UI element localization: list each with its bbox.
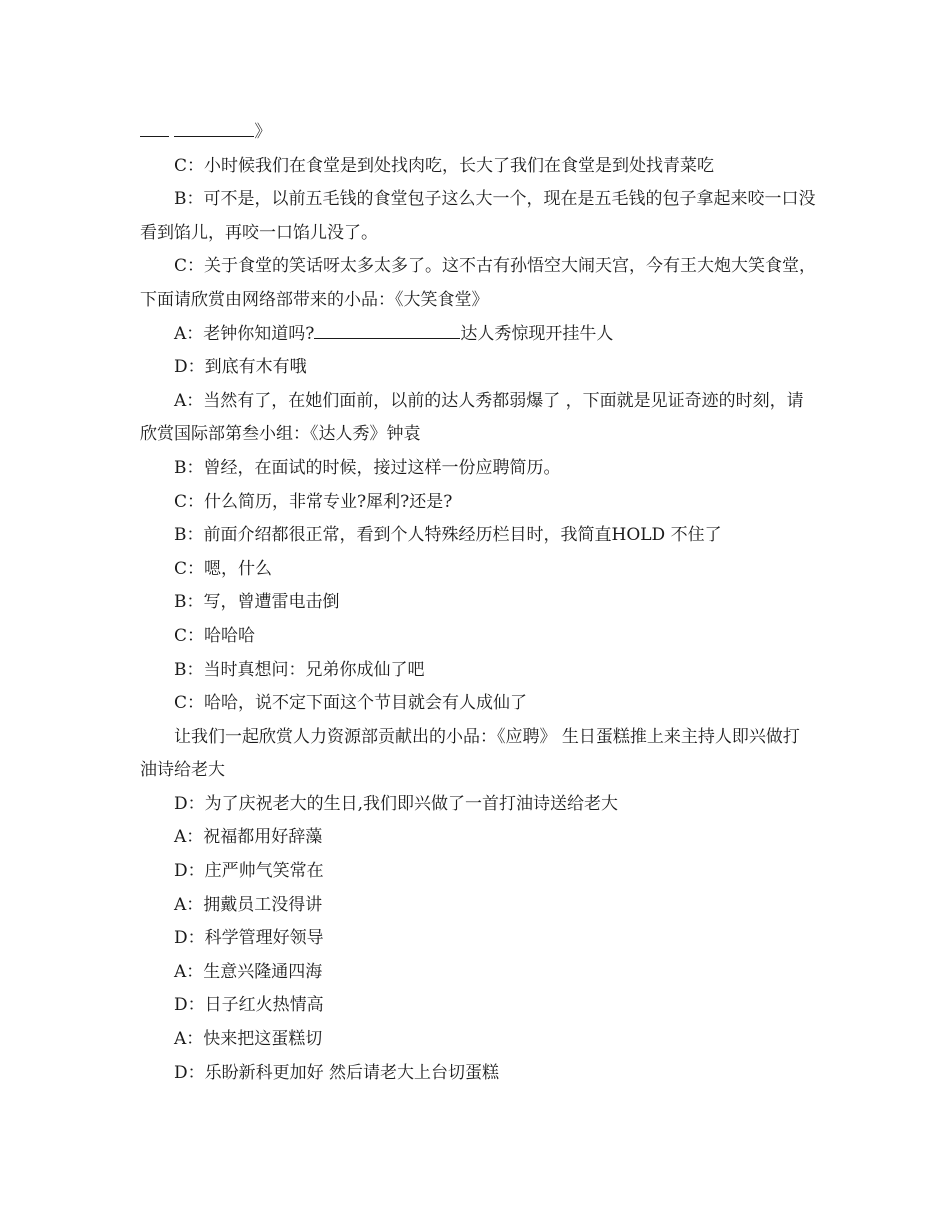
dialogue-paragraph: C：嗯，什么 <box>174 558 273 579</box>
document-body <box>140 116 816 1090</box>
dialogue-paragraph: B：前面介绍都很正常，看到个人特殊经历栏目时，我简直HOLD 不住了 <box>174 525 722 546</box>
top-fragment-line <box>140 116 816 150</box>
blank-line-suffix: 达人秀惊现开挂牛人 <box>460 323 614 344</box>
poem-line: A：拥戴员工没得讲 <box>174 894 323 915</box>
dialogue-paragraph: D：到底有木有哦 <box>174 357 307 378</box>
closing-bracket: 》 <box>254 122 272 142</box>
dialogue-paragraph-with-blank <box>140 318 816 352</box>
fill-in-blank <box>140 116 169 137</box>
dialogue-paragraph: D：为了庆祝老大的生日,我们即兴做了一首打油诗送给老大 <box>174 793 619 814</box>
poem-line: D：乐盼新科更加好 然后请老大上台切蛋糕 <box>174 1062 500 1083</box>
narration-paragraph: 让我们一起欣赏人力资源部贡献出的小品：《应聘》 生日蛋糕推上来主持人即兴做打油诗给老大 <box>140 726 800 781</box>
dialogue-paragraph: B：曾经，在面试的时候，接过这样一份应聘简历。 <box>174 457 561 478</box>
poem-line: A：快来把这蛋糕切 <box>174 1029 323 1050</box>
dialogue-paragraph: B：写，曾遭雷电击倒 <box>174 592 340 613</box>
dialogue-paragraph: C：什么简历，非常专业?犀利?还是? <box>174 491 453 512</box>
dialogue-paragraph: B：可不是，以前五毛钱的食堂包子这么大一个，现在是五毛钱的包子拿起来咬一口没看到馅儿，再咬一口馅儿没了。 <box>140 189 816 243</box>
poem-line: A：祝福都用好辞藻 <box>174 827 323 848</box>
dialogue-paragraph: C：关于食堂的笑话呀太多太多了。这不古有孙悟空大闹天宫，今有王大炮大笑食堂，下面请欣赏由网络部带来的小品：《大笑食堂》 <box>140 256 817 310</box>
dialogue-paragraph: C：哈哈哈 <box>174 625 256 646</box>
dialogue-paragraph: C：哈哈，说不定下面这个节目就会有人成仙了 <box>174 693 528 714</box>
poem-line: A：生意兴隆通四海 <box>174 961 323 982</box>
fill-in-blank <box>174 116 254 137</box>
poem-line: D：日子红火热情高 <box>174 995 324 1016</box>
dialogue-paragraph: B：当时真想问：兄弟你成仙了吧 <box>174 659 425 680</box>
poem-line: D：科学管理好领导 <box>174 928 324 949</box>
poem-line: D：庄严帅气笑常在 <box>174 861 324 882</box>
fill-in-blank <box>314 318 460 339</box>
dialogue-paragraph: C：小时候我们在食堂是到处找肉吃，长大了我们在食堂是到处找青菜吃 <box>174 155 715 176</box>
dialogue-paragraph: A：当然有了，在她们面前，以前的达人秀都弱爆了 ，下面就是见证奇迹的时刻，请欣赏国际部第叁小组：《达人秀》钟袁 <box>140 390 804 445</box>
blank-line-prefix: A：老钟你知道吗? <box>174 323 315 344</box>
